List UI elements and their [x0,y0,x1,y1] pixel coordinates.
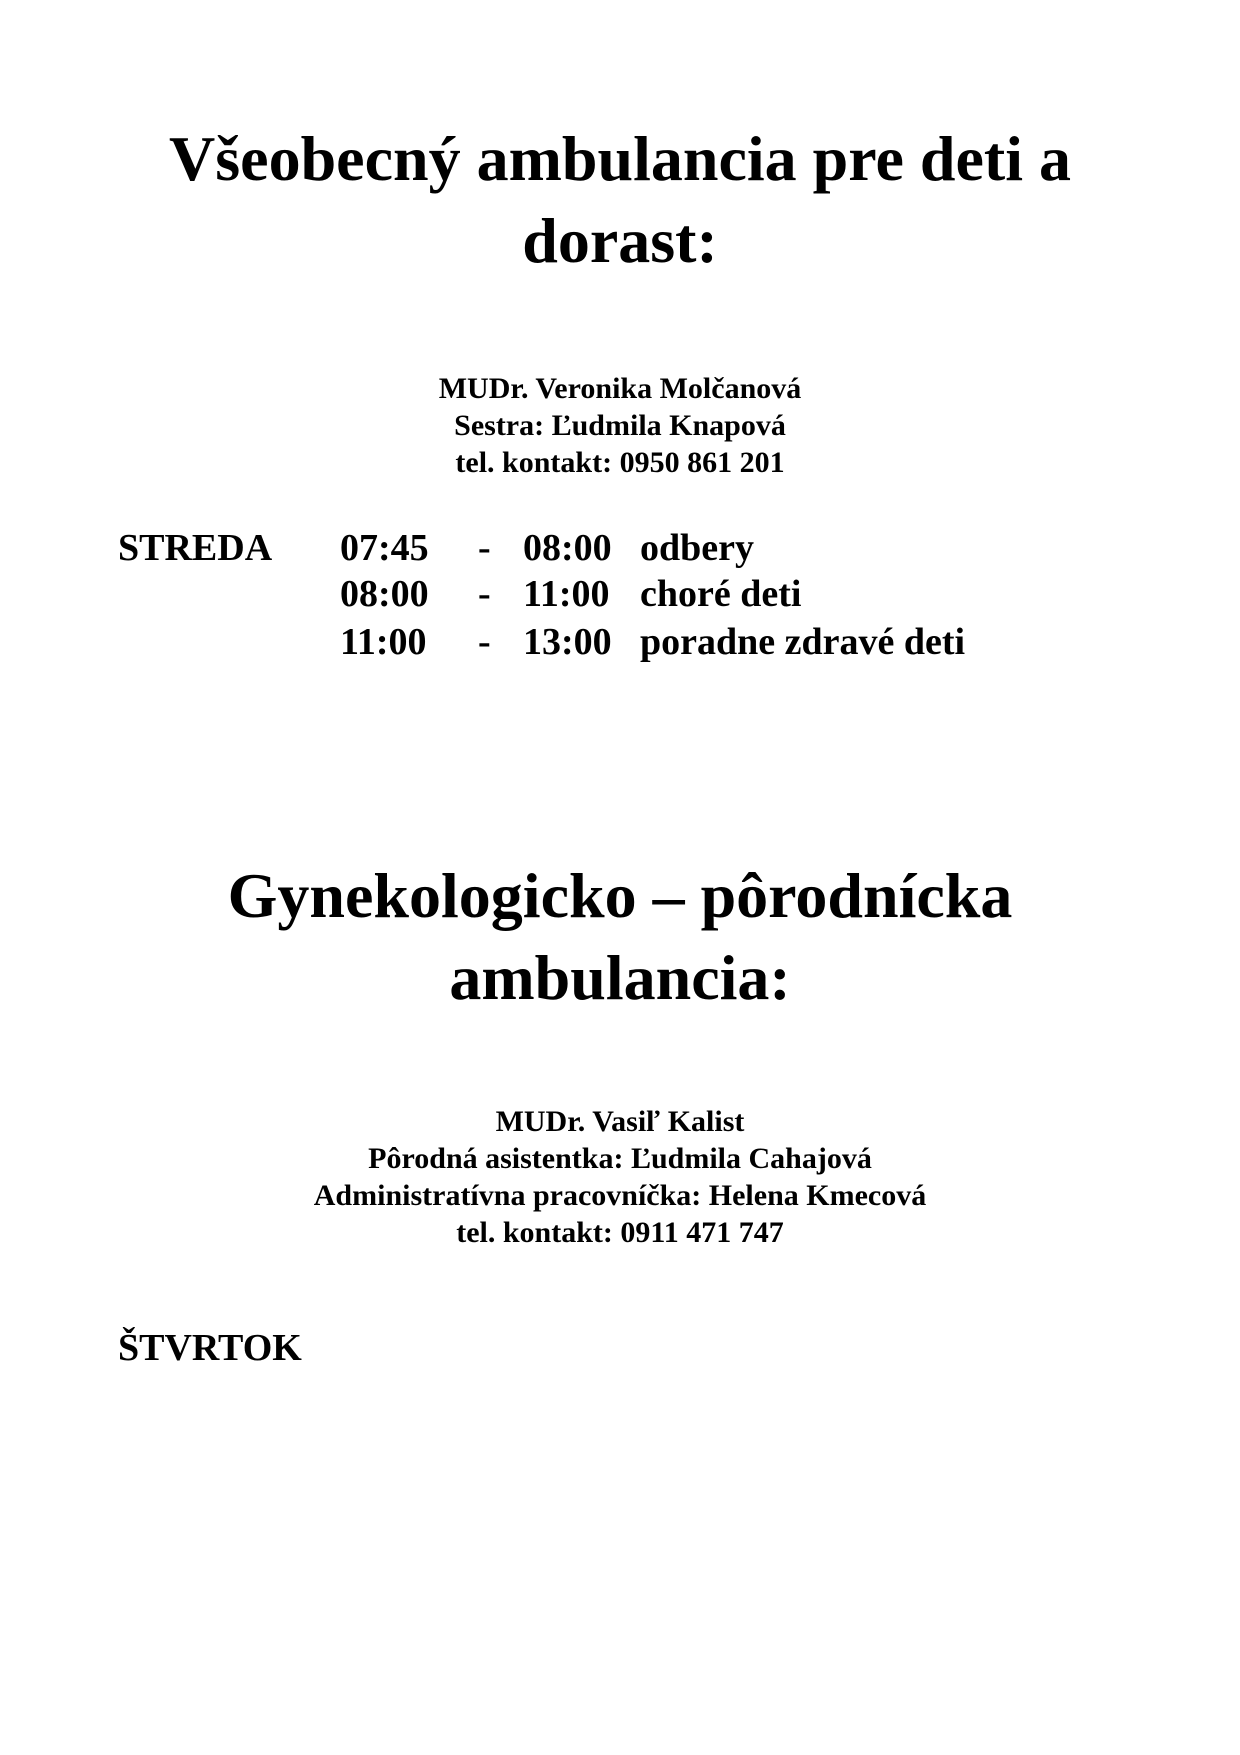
schedule-dash: - [478,573,491,615]
schedule-end-time: 11:00 [523,573,610,615]
schedule-description: poradne zdravé deti [640,621,966,663]
section2-title [0,855,1240,1019]
schedule-start-time: 11:00 [340,621,427,663]
section2-admin: Administratívna pracovníčka: Helena Kmecová [313,1179,927,1212]
section1-title-line1: Všeobecný ambulancia pre deti a [169,123,1071,194]
section2-contact-block [0,1103,1240,1251]
section2-title-line2: ambulancia: [449,942,791,1013]
section1-contact-block [0,370,1240,481]
schedule-end-time: 13:00 [523,621,612,663]
schedule-description: choré deti [640,573,802,615]
section2-day-label: ŠTVRTOK [118,1327,302,1369]
schedule-description: odbery [640,527,754,569]
section2-phone: tel. kontakt: 0911 471 747 [456,1216,784,1249]
schedule-start-time: 08:00 [340,573,429,615]
section2-doctor: MUDr. Vasiľ Kalist [495,1105,745,1138]
schedule-start-time: 07:45 [340,527,429,569]
section2-midwife: Pôrodná asistentka: Ľudmila Cahajová [368,1142,872,1175]
section1-title-line2: dorast: [522,205,718,276]
section1-title [0,118,1240,282]
schedule-dash: - [478,621,491,663]
schedule-end-time: 08:00 [523,527,612,569]
section1-phone: tel. kontakt: 0950 861 201 [455,446,785,479]
schedule-dash: - [478,527,491,569]
section1-doctor: MUDr. Veronika Molčanová [438,372,802,405]
section1-day-label: STREDA [118,527,273,569]
section2-title-line1: Gynekologicko – pôrodnícka [227,860,1013,931]
section1-nurse: Sestra: Ľudmila Knapová [454,409,786,442]
